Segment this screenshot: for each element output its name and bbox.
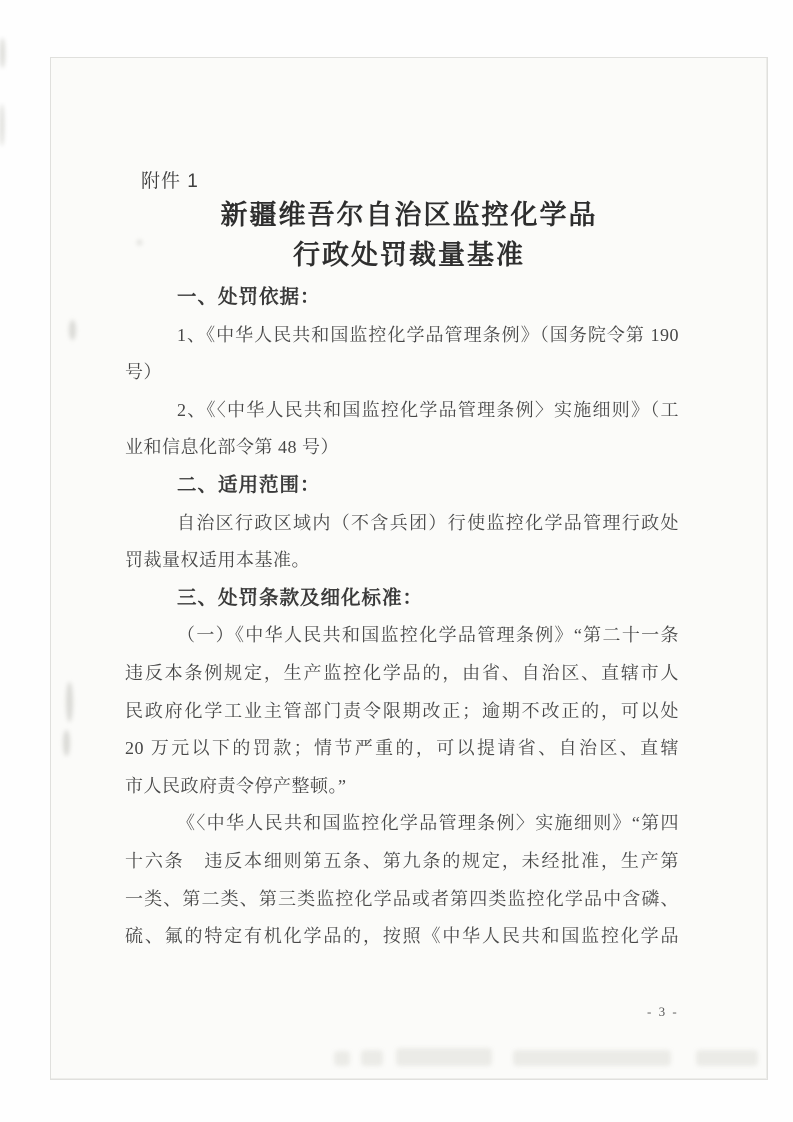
body-text-line: 自治区行政区域内（不含兵团）行使监控化学品管理行政处: [177, 512, 679, 533]
body-text-line: 十六条 违反本细则第五条、第九条的规定，未经批准，生产第: [125, 850, 679, 871]
body-text-line: 业和信息化部令第 48 号）: [125, 437, 339, 458]
document-title-line2: 行政处罚裁量基准: [293, 240, 525, 270]
section-heading: 一、处罚依据：: [177, 286, 321, 308]
scan-artifact: [696, 1050, 758, 1066]
body-text-line: 《〈中华人民共和国监控化学品管理条例〉实施细则》“第四: [177, 813, 679, 834]
body-text-line: 20 万元以下的罚款；情节严重的，可以提请省、自治区、直辖: [125, 738, 679, 759]
document-title-line1: 新疆维吾尔自治区监控化学品: [220, 200, 598, 230]
document-page: [50, 57, 768, 1080]
scan-artifact: [513, 1050, 671, 1066]
scan-artifact: [63, 730, 70, 756]
body-text-line: 市人民政府责令停产整顿。”: [125, 775, 347, 796]
scan-artifact: [334, 1051, 350, 1066]
scan-artifact: [66, 682, 73, 722]
body-text-line: 硫、氟的特定有机化学品的，按照《中华人民共和国监控化学品: [125, 926, 679, 947]
body-text-line: 一类、第二类、第三类监控化学品或者第四类监控化学品中含磷、: [125, 888, 679, 909]
body-text-line: 号）: [125, 362, 162, 383]
scan-artifact: [0, 38, 5, 68]
body-text-line: 罚裁量权适用本基准。: [125, 550, 310, 571]
document-title: [51, 195, 767, 275]
scan-artifact: [396, 1048, 492, 1066]
page-number: - 3 -: [647, 1004, 679, 1019]
section-heading: 三、处罚条款及细化标准：: [177, 586, 424, 609]
body-text-line: 违反本条例规定，生产监控化学品的，由省、自治区、直辖市人: [125, 662, 679, 683]
body-text-line: 2、《〈中华人民共和国监控化学品管理条例〉实施细则》（工: [177, 399, 679, 420]
section-heading: 二、适用范围：: [177, 473, 321, 496]
body-text-line: 民政府化学工业主管部门责令限期改正；逾期不改正的，可以处: [125, 700, 679, 721]
attachment-label: 附件 1: [141, 171, 199, 192]
scan-artifact: [0, 104, 4, 146]
scan-artifact: [361, 1050, 383, 1066]
document-body: [125, 279, 679, 956]
body-text-line: 1、《中华人民共和国监控化学品管理条例》（国务院令第 190: [177, 324, 679, 345]
scan-artifact: [69, 320, 76, 340]
body-text-line: （一）《中华人民共和国监控化学品管理条例》“第二十一条: [177, 625, 679, 646]
